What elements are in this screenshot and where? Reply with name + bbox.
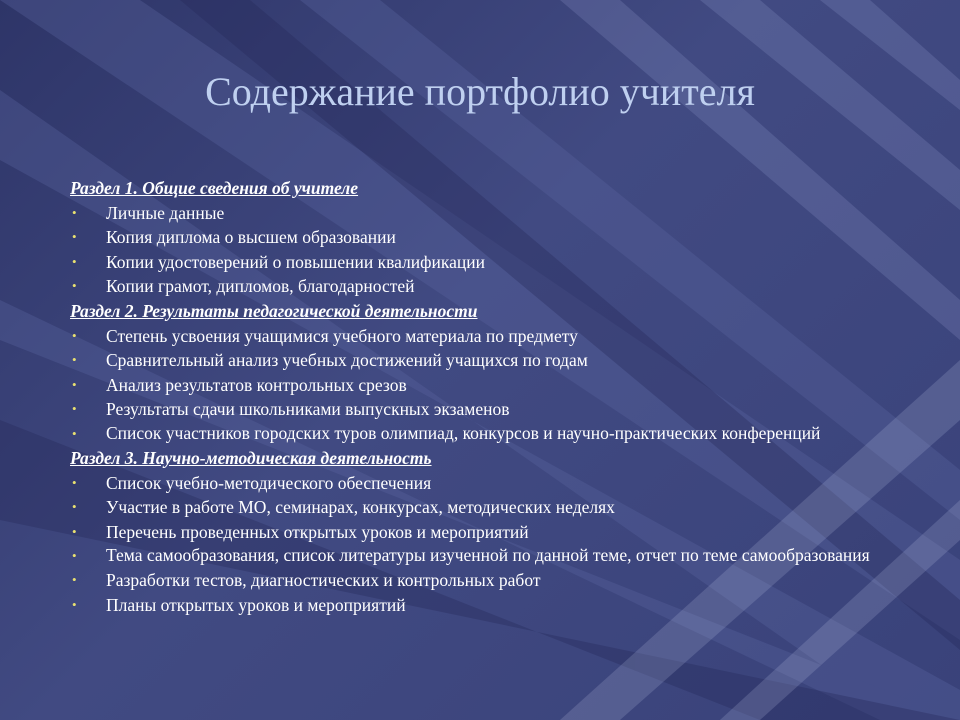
section-3 [70, 446, 930, 618]
list-item: • Анализ результатов контрольных срезов [70, 373, 930, 398]
bullet-icon: • [72, 425, 77, 441]
bullet-icon: • [72, 596, 77, 612]
list-item: • Список учебно-методического обеспечения [70, 471, 930, 496]
list-item: • Сравнительный анализ учебных достижений учащихся по годам [70, 348, 930, 373]
section-heading: Раздел 1. Общие сведения об учителе [70, 178, 359, 198]
section-list [70, 324, 930, 446]
bullet-icon: • [72, 572, 77, 588]
list-item: • Степень усвоения учащимися учебного материала по предмету [70, 324, 930, 349]
bullet-icon: • [72, 376, 77, 392]
bullet-icon: • [72, 204, 77, 220]
list-item: • Личные данные [70, 201, 930, 226]
list-item: • Копии удостоверений о повышении квалификации [70, 250, 930, 275]
section-heading: Раздел 3. Научно-методическая деятельность [70, 447, 432, 468]
bullet-icon: • [72, 278, 77, 294]
bullet-icon: • [72, 352, 77, 368]
section-list [70, 201, 930, 299]
portfolio-content [70, 176, 930, 618]
list-item: • Результаты сдачи школьниками выпускных экзаменов [70, 397, 930, 422]
bullet-icon: • [72, 327, 77, 343]
bullet-icon: • [72, 499, 77, 515]
list-item: • Перечень проведенных открытых уроков и мероприятий [70, 520, 930, 545]
list-item: • Копии грамот, дипломов, благодарностей [70, 274, 930, 299]
section-1 [70, 176, 930, 299]
bullet-icon: • [72, 401, 77, 417]
bullet-icon: • [72, 253, 77, 269]
list-item: • Копия диплома о высшем образовании [70, 225, 930, 250]
list-item: • Участие в работе МО, семинарах, конкурсах, методических неделях [70, 495, 930, 520]
slide-title: Содержание портфолио учителя [205, 69, 755, 114]
bullet-icon: • [72, 548, 77, 564]
bullet-icon: • [72, 523, 77, 539]
list-item: • Разработки тестов, диагностических и контрольных работ [70, 568, 930, 593]
section-heading: Раздел 2. Результаты педагогической деятельности [70, 300, 478, 321]
list-item: • Список участников городских туров олимпиад, конкурсов и научно-практических конференций [72, 422, 821, 443]
bullet-icon: • [72, 229, 77, 245]
bullet-icon: • [72, 474, 77, 490]
list-item: • Тема самообразования, список литературы изученной по данной теме, отчет по теме самообразования [72, 545, 870, 566]
section-list [70, 471, 930, 618]
list-item: • Планы открытых уроков и мероприятий [70, 593, 930, 618]
section-2 [70, 299, 930, 446]
